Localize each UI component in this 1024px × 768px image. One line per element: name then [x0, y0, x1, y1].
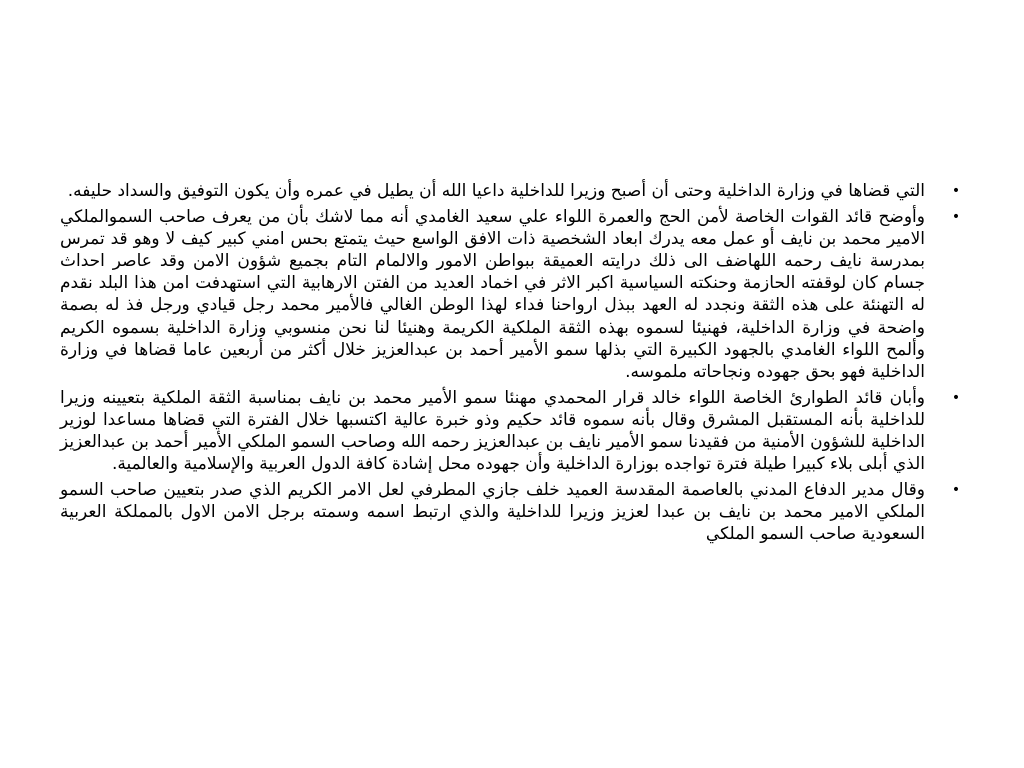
paragraph-text: وأوضح قائد القوات الخاصة لأمن الحج والعمرة اللواء علي سعيد الغامدي أنه مما لاشك بأن من يعرف صاحب السموالملكي الامير محمد بن نايف أو عمل معه يدرك ابعاد الشخصية ذات الافق الواسع حيث يتمتع بحس امني كبير كيف لا وهو قد تمرس بمدرسة نايف رحمه اللهاضف الى ذلك درايته العميقة ببواطن الامور والالمام التام بجميع شؤون الامن وقد عاصر احداث جسام كان لوقفته الحازمة وحنكته السياسية اكبر الاثر في اخماد العديد من الفتن الارهابية التي استهدفت امن هذا البلد نقدم له التهنئة على هذه الثقة ونجدد له العهد ببذل ارواحنا فداء لهذا الوطن الغالي فالأمير محمد رجل قيادي ورجل فذ له بصمة واضحة في وزارة الداخلية، فهنيئا لسموه بهذه الثقة الملكية الكريمة وهنيئا لنا نحن منسوبي وزارة الداخلية بسموه الكريم وألمح اللواء الغامدي بالجهود الكبيرة التي بذلها سمو الأمير أحمد بن عبدالعزيز خلال أكثر من أربعين عاما قضاها في وزارة الداخلية فهو بحق جهوده ونجاحاته ملموسه.: [60, 207, 925, 382]
paragraph-text: التي قضاها في وزارة الداخلية وحتى أن أصبح وزيرا للداخلية داعيا الله أن يطيل في عمره وأن يكون التوفيق والسداد حليفه.: [67, 181, 925, 201]
bullet-item: [60, 387, 965, 475]
bullet-item: [60, 180, 965, 202]
bullet-icon: •: [951, 482, 961, 499]
bullet-item: [60, 479, 965, 545]
bullet-icon: •: [951, 209, 961, 226]
paragraph-text: وأبان قائد الطوارئ الخاصة اللواء خالد قرار المحمدي مهنئا سمو الأمير محمد بن نايف بمناسبة الثقة الملكية بتعيينه وزيرا للداخلية بأنه المستقبل المشرق وقال بأنه سموه قائد حكيم وذو خبرة عالية اكتسبها خلال الفترة التي قضاها مساعدا لوزير الداخلية للشؤون الأمنية من فقيدنا سمو الأمير نايف بن عبدالعزيز رحمه الله وصاحب السمو الملكي الأمير أحمد بن عبدالعزيز الذي أبلى بلاء كبيرا طيلة فترة تواجده بوزارة الداخلية وأن جهوده محل إشادة كافة الدول العربية والإسلامية والعالمية.: [60, 387, 925, 475]
slide-body: [60, 180, 965, 550]
bullet-list: [60, 180, 965, 546]
paragraph-text: وقال مدير الدفاع المدني بالعاصمة المقدسة العميد خلف جازي المطرفي لعل الامر الكريم الذي صدر بتعيين صاحب السمو الملكي الامير محمد بن نايف بن عبدا لعزيز وزيرا للداخلية والذي ارتبط اسمه وسمته برجل الامن الاول بالمملكة العربية السعودية صاحب السمو الملكي: [60, 480, 925, 545]
bullet-icon: •: [951, 389, 961, 406]
bullet-item: [60, 206, 965, 383]
bullet-icon: •: [951, 183, 961, 199]
